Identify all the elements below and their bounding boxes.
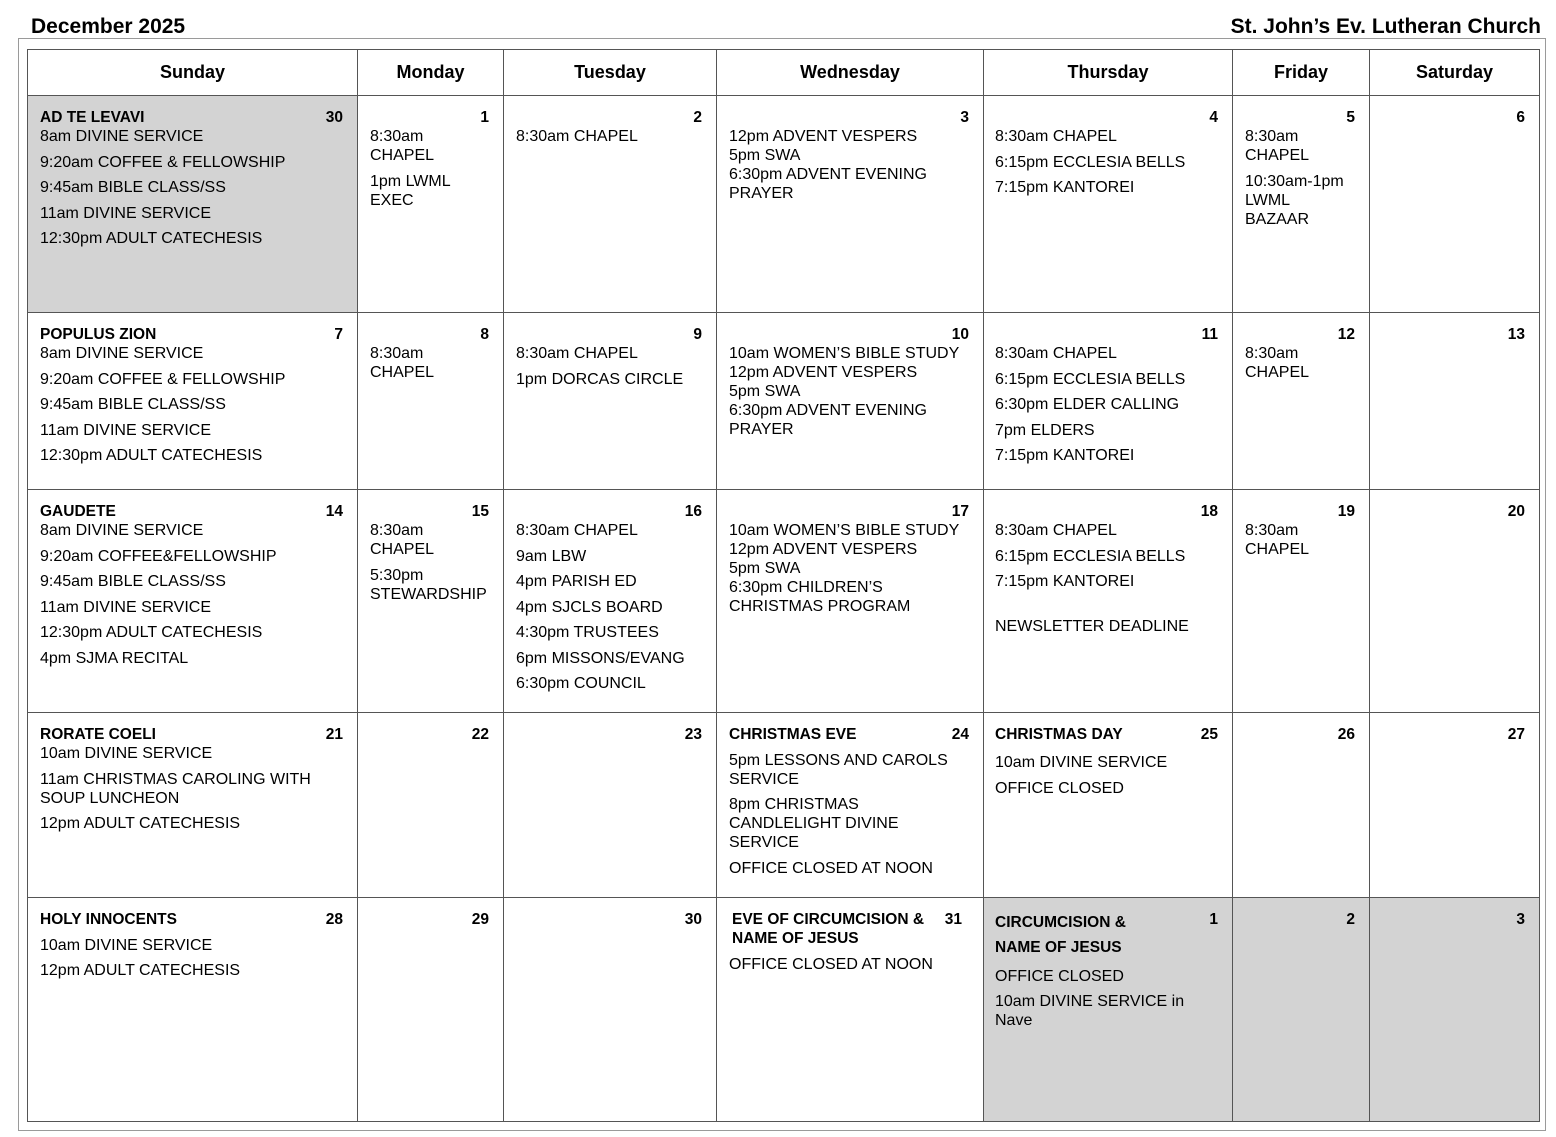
event-entry: 11am CHRISTMAS CAROLING WITH SOUP LUNCHEON xyxy=(40,770,311,807)
day-number: 30 xyxy=(684,911,702,928)
weekday-header-sunday: Sunday xyxy=(28,50,358,96)
day-cell xyxy=(1370,713,1540,898)
weekday-header-saturday: Saturday xyxy=(1370,50,1540,96)
church-name: St. John’s Ev. Lutheran Church xyxy=(1230,15,1541,38)
event-entry: 9:20am COFFEE & FELLOWSHIP xyxy=(40,370,286,388)
event-entry: 8:30am CHAPEL xyxy=(995,522,1117,539)
event-entry: 8:30am CHAPEL xyxy=(516,522,638,539)
day-cell xyxy=(504,490,717,713)
feast-name: CHRISTMAS EVE xyxy=(729,726,857,743)
day-number: 13 xyxy=(1507,326,1525,343)
event-entry: 9:20am COFFEE & FELLOWSHIP xyxy=(40,153,286,171)
day-cell xyxy=(1233,898,1370,1122)
day-cell xyxy=(717,898,984,1122)
event-entry: 6pm MISSONS/EVANG xyxy=(516,649,685,667)
day-cell xyxy=(1370,490,1540,713)
day-cell xyxy=(358,96,504,313)
feast-name: HOLY INNOCENTS xyxy=(40,911,177,928)
day-cell xyxy=(28,898,358,1122)
feast-name: POPULUS ZION xyxy=(40,326,157,343)
event-entry: 1pm DORCAS CIRCLE xyxy=(516,370,684,388)
feast-name: CIRCUMCISION & NAME OF JESUS xyxy=(995,914,1126,956)
day-number: 1 xyxy=(480,109,489,126)
day-number: 23 xyxy=(684,726,702,743)
day-number: 5 xyxy=(1346,109,1355,126)
calendar-month-title: December 2025 xyxy=(31,15,186,38)
event-entry: 11am DIVINE SERVICE xyxy=(40,204,212,222)
day-number: 22 xyxy=(471,726,489,743)
day-number: 30 xyxy=(325,109,343,126)
event-entry: 4pm PARISH ED xyxy=(516,573,637,590)
event-entry: 4pm SJCLS BOARD xyxy=(516,598,663,616)
feast-name: RORATE COELI xyxy=(40,726,156,743)
weekday-header-friday: Friday xyxy=(1233,50,1370,96)
event-entry: 10am WOMEN’S BIBLE STUDY xyxy=(729,522,960,539)
event-entry: 10am DIVINE SERVICE xyxy=(40,745,213,762)
day-number: 17 xyxy=(951,503,969,520)
event-entry: 8:30am CHAPEL xyxy=(1245,345,1310,381)
day-cell xyxy=(717,713,984,898)
day-cell xyxy=(28,713,358,898)
day-cell xyxy=(1370,898,1540,1122)
event-entry: 10am DIVINE SERVICE xyxy=(40,936,213,954)
day-number: 28 xyxy=(325,911,343,928)
day-cell xyxy=(504,313,717,490)
event-entry: 7:15pm KANTOREI xyxy=(995,179,1135,196)
event-entry: 8:30am CHAPEL xyxy=(370,522,435,558)
day-cell xyxy=(358,713,504,898)
weekday-header-thursday: Thursday xyxy=(984,50,1233,96)
event-entry: 1pm LWML EXEC xyxy=(370,172,451,209)
day-number: 12 xyxy=(1337,326,1355,343)
event-entry: 12:30pm ADULT CATECHESIS xyxy=(40,624,263,641)
event-entry: NEWSLETTER DEADLINE xyxy=(995,618,1189,635)
event-entry: 8:30am CHAPEL xyxy=(516,345,638,362)
day-number: 16 xyxy=(684,503,702,520)
day-number: 7 xyxy=(334,326,343,343)
event-entry: 12pm ADULT CATECHESIS xyxy=(40,815,241,832)
event-entry: 5pm SWA xyxy=(729,147,801,164)
day-number: 2 xyxy=(1346,911,1355,928)
day-number: 3 xyxy=(960,109,969,126)
event-entry: OFFICE CLOSED AT NOON xyxy=(729,859,933,877)
day-number: 18 xyxy=(1200,503,1218,520)
week-row xyxy=(28,313,1540,490)
event-entry: 8am DIVINE SERVICE xyxy=(40,345,204,362)
day-number: 27 xyxy=(1507,726,1525,743)
day-cell xyxy=(984,713,1233,898)
week-row xyxy=(28,490,1540,713)
event-entry: 10am DIVINE SERVICE xyxy=(995,754,1168,771)
event-entry: 8:30am CHAPEL xyxy=(516,128,638,145)
day-cell xyxy=(28,313,358,490)
event-entry: 4:30pm TRUSTEES xyxy=(516,624,659,641)
event-entry: 8:30am CHAPEL xyxy=(995,128,1117,145)
event-entry: 8:30am CHAPEL xyxy=(370,128,435,164)
event-entry: 5pm SWA xyxy=(729,383,801,400)
day-number: 6 xyxy=(1516,109,1525,126)
event-entry: 5pm SWA xyxy=(729,560,801,577)
event-entry: 5:30pm STEWARDSHIP xyxy=(370,566,487,603)
event-entry: OFFICE CLOSED xyxy=(995,967,1124,985)
event-entry: 7pm ELDERS xyxy=(995,421,1095,439)
day-number: 29 xyxy=(471,911,489,928)
day-number: 4 xyxy=(1209,109,1218,126)
day-cell xyxy=(28,490,358,713)
day-cell xyxy=(717,96,984,313)
day-number: 8 xyxy=(480,326,489,343)
day-cell xyxy=(1233,96,1370,313)
day-cell xyxy=(504,898,717,1122)
event-entry: 9:45am BIBLE CLASS/SS xyxy=(40,179,226,196)
weekday-header-wednesday: Wednesday xyxy=(717,50,984,96)
day-number: 20 xyxy=(1507,503,1525,520)
feast-name: AD TE LEVAVI xyxy=(40,109,145,126)
event-entry: 4pm SJMA RECITAL xyxy=(40,649,189,667)
event-entry: 10am WOMEN’S BIBLE STUDY xyxy=(729,345,960,362)
event-entry: 9:45am BIBLE CLASS/SS xyxy=(40,396,226,413)
weekday-header-row xyxy=(28,50,1540,96)
event-entry: 6:15pm ECCLESIA BELLS xyxy=(995,153,1186,171)
event-entry: 7:15pm KANTOREI xyxy=(995,573,1135,590)
event-entry: 9am LBW xyxy=(516,547,587,565)
event-entry: 6:30pm CHILDREN’S CHRISTMAS PROGRAM xyxy=(729,579,911,615)
event-entry: 8am DIVINE SERVICE xyxy=(40,522,204,539)
weekday-header-monday: Monday xyxy=(358,50,504,96)
event-entry: 8:30am CHAPEL xyxy=(1245,522,1310,558)
day-cell xyxy=(358,898,504,1122)
event-entry: 6:30pm ADVENT EVENING PRAYER xyxy=(729,166,927,202)
day-cell xyxy=(717,490,984,713)
event-entry: 8pm CHRISTMAS CANDLELIGHT DIVINE SERVICE xyxy=(729,796,899,851)
day-cell xyxy=(984,490,1233,713)
day-number: 19 xyxy=(1337,503,1355,520)
event-entry: OFFICE CLOSED AT NOON xyxy=(729,955,933,973)
day-number: 24 xyxy=(951,726,969,743)
day-cell xyxy=(984,96,1233,313)
day-cell xyxy=(358,313,504,490)
event-entry: 12pm ADULT CATECHESIS xyxy=(40,962,241,979)
day-number: 31 xyxy=(944,911,962,928)
day-cell xyxy=(1370,313,1540,490)
calendar-grid xyxy=(27,49,1540,1122)
day-number: 21 xyxy=(325,726,343,743)
day-cell xyxy=(717,313,984,490)
event-entry: 12pm ADVENT VESPERS xyxy=(729,541,918,558)
event-entry: OFFICE CLOSED xyxy=(995,779,1124,797)
feast-name: GAUDETE xyxy=(40,503,116,520)
event-entry: 6:30pm ELDER CALLING xyxy=(995,396,1180,413)
feast-name: CHRISTMAS DAY xyxy=(995,726,1123,743)
event-entry: 11am DIVINE SERVICE xyxy=(40,421,212,439)
event-entry: 8:30am CHAPEL xyxy=(995,345,1117,362)
day-cell xyxy=(984,313,1233,490)
weekday-header-tuesday: Tuesday xyxy=(504,50,717,96)
event-entry: 9:20am COFFEE&FELLOWSHIP xyxy=(40,547,277,565)
day-number: 9 xyxy=(693,326,702,343)
event-entry: 7:15pm KANTOREI xyxy=(995,447,1135,464)
day-number: 14 xyxy=(325,503,343,520)
event-entry: 12:30pm ADULT CATECHESIS xyxy=(40,447,263,464)
event-entry: 11am DIVINE SERVICE xyxy=(40,598,212,616)
day-number: 26 xyxy=(1337,726,1355,743)
day-cell xyxy=(984,898,1233,1122)
day-cell xyxy=(1233,713,1370,898)
day-cell xyxy=(358,490,504,713)
event-entry: 10:30am-1pm LWML BAZAAR xyxy=(1245,172,1344,228)
week-row xyxy=(28,96,1540,313)
day-cell xyxy=(504,96,717,313)
event-entry: 8:30am CHAPEL xyxy=(370,345,435,381)
day-number: 10 xyxy=(951,326,969,343)
event-entry: 6:15pm ECCLESIA BELLS xyxy=(995,547,1186,565)
event-entry: 10am DIVINE SERVICE in Nave xyxy=(995,993,1185,1029)
day-cell xyxy=(504,713,717,898)
event-entry: 8am DIVINE SERVICE xyxy=(40,128,204,145)
event-entry: 5pm LESSONS AND CAROLS SERVICE xyxy=(729,751,948,788)
event-entry: 8:30am CHAPEL xyxy=(1245,128,1310,164)
day-cell xyxy=(1370,96,1540,313)
feast-name: EVE OF CIRCUMCISION & NAME OF JESUS xyxy=(732,911,925,947)
event-entry: 9:45am BIBLE CLASS/SS xyxy=(40,573,226,590)
event-entry: 12pm ADVENT VESPERS xyxy=(729,128,918,145)
day-number: 25 xyxy=(1200,726,1218,743)
event-entry: 6:15pm ECCLESIA BELLS xyxy=(995,370,1186,388)
day-cell xyxy=(28,96,358,313)
day-cell xyxy=(1233,490,1370,713)
day-number: 11 xyxy=(1201,326,1218,343)
day-number: 3 xyxy=(1516,911,1525,928)
event-entry: 12:30pm ADULT CATECHESIS xyxy=(40,230,263,247)
day-number: 1 xyxy=(1209,911,1218,928)
day-number: 15 xyxy=(471,503,489,520)
event-entry: 6:30pm ADVENT EVENING PRAYER xyxy=(729,402,927,438)
event-entry: 12pm ADVENT VESPERS xyxy=(729,364,918,381)
event-entry: 6:30pm COUNCIL xyxy=(516,675,646,692)
day-number: 2 xyxy=(693,109,702,126)
day-cell xyxy=(1233,313,1370,490)
week-row xyxy=(28,713,1540,898)
week-row xyxy=(28,898,1540,1122)
